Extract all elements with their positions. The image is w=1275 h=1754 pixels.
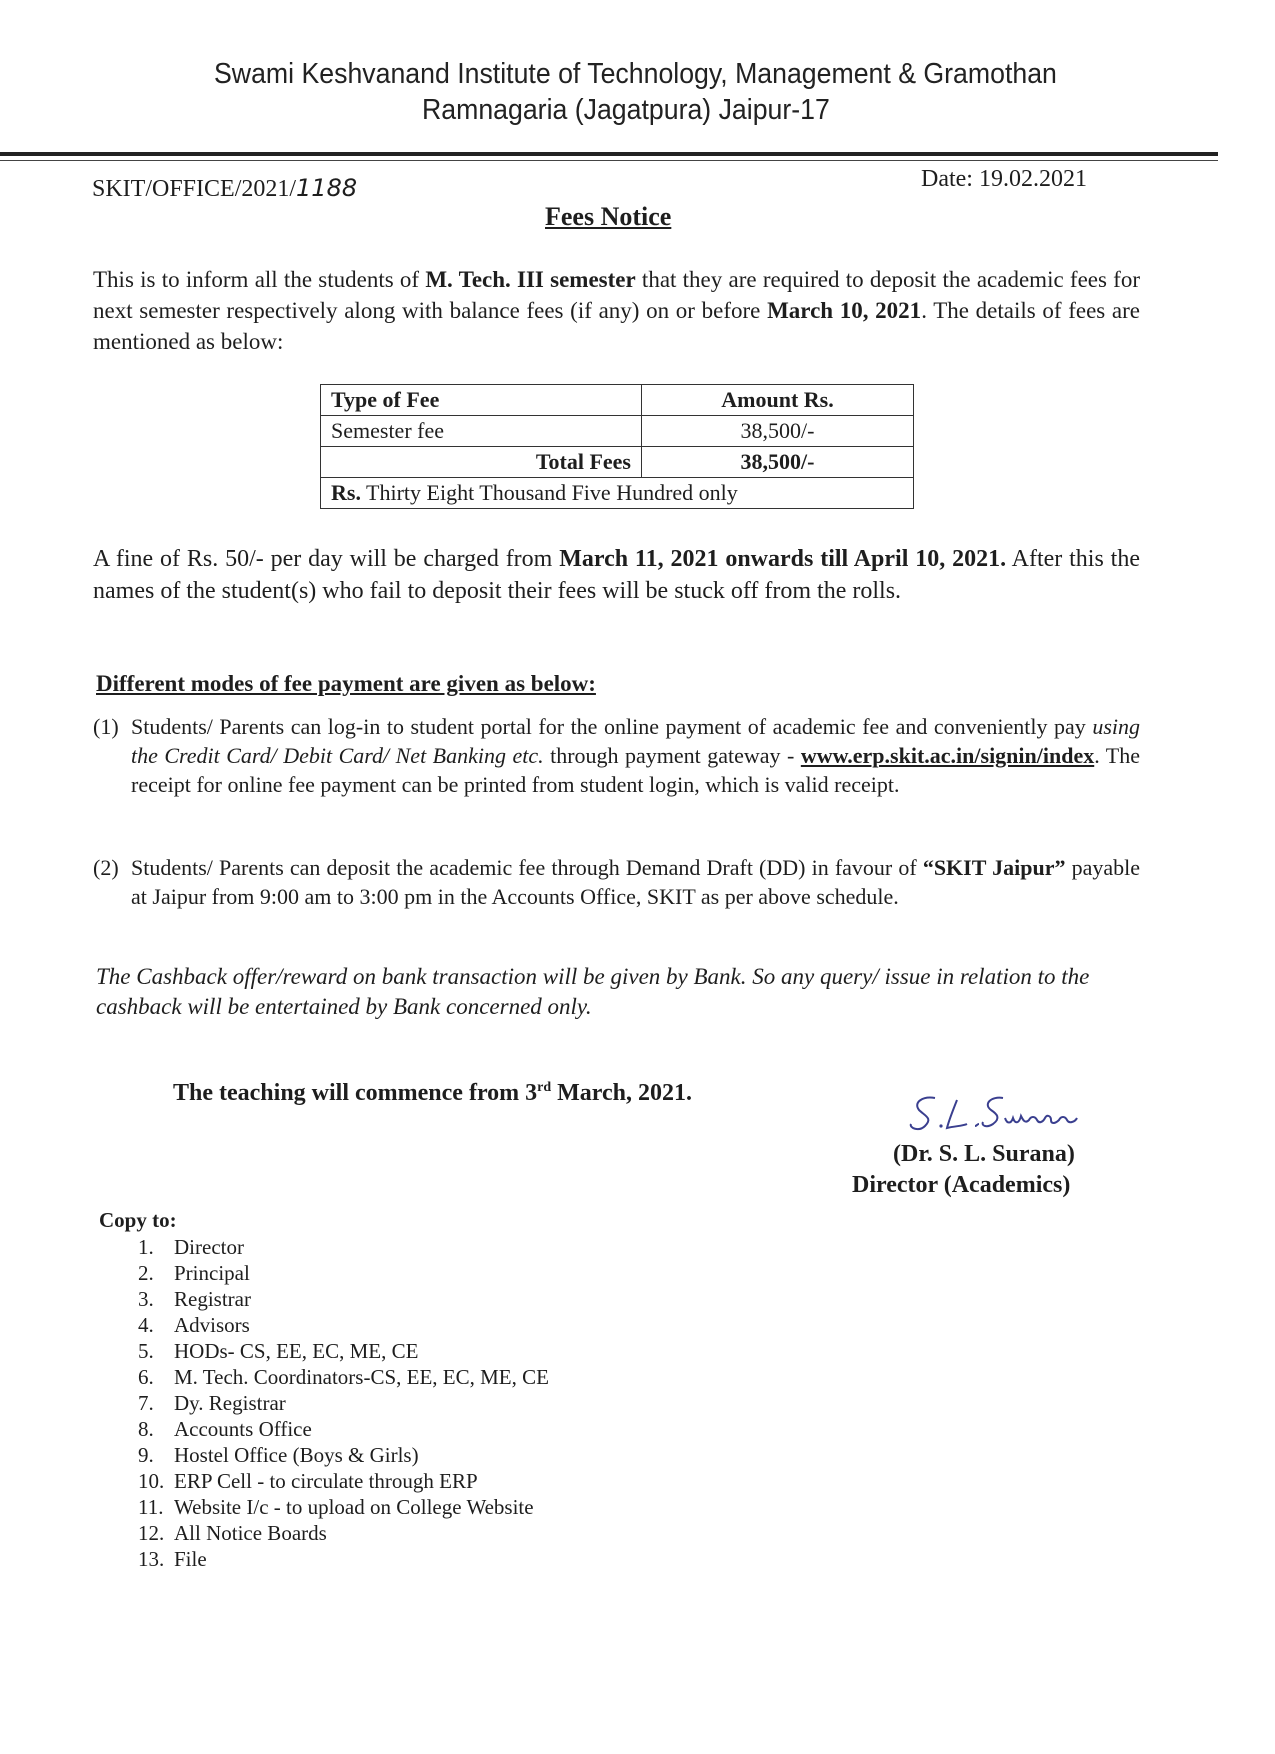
erp-portal-link[interactable]: www.erp.skit.ac.in/signin/index xyxy=(800,743,1095,768)
payment-mode-online xyxy=(93,712,1140,799)
copy-to-item-text: Website I/c - to upload on College Website xyxy=(174,1495,534,1519)
copy-to-item xyxy=(138,1520,549,1546)
copy-to-item-number: 9. xyxy=(138,1443,154,1467)
copy-to-item-number: 4. xyxy=(138,1313,154,1337)
teaching-commencement: The teaching will commence from 3rd March, 2021. xyxy=(173,1080,693,1106)
fine-text-2: After this the names of the student(s) who fail to deposit their fees will be stuck off from the rolls. xyxy=(93,546,1140,604)
copy-to-item-text: Principal xyxy=(174,1261,250,1285)
fee-header-type: Type of Fee xyxy=(321,385,642,416)
mode-text: Students/ Parents can deposit the academic fee through Demand Draft (DD) in favour of “SKIT Jaipur” payable at Jaipur from 9:00 am to 3:00 pm in the Accounts Office, SKIT as per above schedule. xyxy=(131,855,1140,909)
copy-to-item xyxy=(138,1390,549,1416)
header-rule-thick xyxy=(0,152,1218,156)
intro-text-1: This is to inform all the students of xyxy=(93,267,426,292)
copy-to-item-text: Dy. Registrar xyxy=(174,1391,286,1415)
copy-to-list xyxy=(138,1234,549,1572)
copy-to-heading: Copy to: xyxy=(99,1208,177,1232)
payment-modes-heading: Different modes of fee payment are given as below: xyxy=(96,671,596,696)
reference-number xyxy=(92,174,357,203)
signatory-name: (Dr. S. L. Surana) xyxy=(893,1141,1075,1167)
reference-handwritten-number: 1188 xyxy=(296,174,358,202)
institute-name: Swami Keshvanand Institute of Technology, Management & Gramothan xyxy=(214,58,1057,90)
fine-text-1: A fine of Rs. 50/- per day will be charged from xyxy=(93,546,560,572)
copy-to-item-text: Registrar xyxy=(174,1287,251,1311)
copy-to-item-text: ERP Cell - to circulate through ERP xyxy=(174,1469,478,1493)
copy-to-item-text: Advisors xyxy=(174,1313,250,1337)
copy-to-item-number: 8. xyxy=(138,1417,154,1441)
fee-total-amount: 38,500/- xyxy=(642,447,914,478)
notice-title: Fees Notice xyxy=(545,202,672,231)
copy-to-item-number: 10. xyxy=(138,1469,165,1493)
copy-to-item xyxy=(138,1234,549,1260)
fee-table-row xyxy=(321,416,914,447)
fee-total-row xyxy=(321,447,914,478)
copy-to-item xyxy=(138,1494,549,1520)
mode-number: (2) xyxy=(93,855,119,880)
fine-paragraph xyxy=(93,543,1140,607)
copy-to-item xyxy=(138,1286,549,1312)
intro-text-3: . The details of fees are mentioned as below: xyxy=(93,298,1140,354)
copy-to-item-number: 7. xyxy=(138,1391,154,1415)
copy-to-item-number: 13. xyxy=(138,1547,165,1571)
fee-amount-in-words: Rs. Thirty Eight Thousand Five Hundred only xyxy=(321,478,914,509)
fee-header-amount: Amount Rs. xyxy=(642,385,914,416)
intro-text-2: that they are required to deposit the academic fees for next semester respectively along with balance fees (if any) on or before xyxy=(93,267,1141,323)
copy-to-item-text: Hostel Office (Boys & Girls) xyxy=(174,1443,419,1467)
copy-to-item xyxy=(138,1416,549,1442)
mode-number: (1) xyxy=(93,714,119,739)
payment-mode-demand-draft xyxy=(93,853,1140,911)
notice-date: Date: 19.02.2021 xyxy=(921,166,1087,192)
fee-table xyxy=(320,384,914,509)
copy-to-item-text: M. Tech. Coordinators-CS, EE, EC, ME, CE xyxy=(174,1365,549,1389)
copy-to-item-number: 5. xyxy=(138,1339,154,1363)
signatory-title: Director (Academics) xyxy=(852,1172,1071,1198)
copy-to-item-number: 12. xyxy=(138,1521,165,1545)
intro-program: M. Tech. III semester xyxy=(425,267,636,292)
copy-to-item-number: 2. xyxy=(138,1261,154,1285)
copy-to-item-text: Accounts Office xyxy=(174,1417,312,1441)
copy-to-item xyxy=(138,1468,549,1494)
copy-to-item xyxy=(138,1546,549,1572)
intro-paragraph xyxy=(93,264,1140,357)
copy-to-item xyxy=(138,1338,549,1364)
cashback-note: The Cashback offer/reward on bank transaction will be given by Bank. So any query/ issue in relation to the cashback will be entertained by Bank concerned only. xyxy=(96,964,1090,1019)
director-signature xyxy=(905,1090,1105,1135)
copy-to-item xyxy=(138,1442,549,1468)
fee-words-row xyxy=(321,478,914,509)
copy-to-item-text: All Notice Boards xyxy=(174,1521,327,1545)
copy-to-item-number: 11. xyxy=(138,1495,164,1519)
fine-period: March 11, 2021 onwards till April 10, 2021. xyxy=(559,546,1007,572)
fee-table-header-row xyxy=(321,385,914,416)
institute-address: Ramnagaria (Jagatpura) Jaipur-17 xyxy=(422,94,830,126)
fee-amount-cell: 38,500/- xyxy=(642,416,914,447)
copy-to-item-number: 3. xyxy=(138,1287,154,1311)
intro-deadline: March 10, 2021 xyxy=(767,298,922,323)
header-rule-thin xyxy=(0,160,1218,161)
fee-type-cell: Semester fee xyxy=(321,416,642,447)
copy-to-item-text: File xyxy=(174,1547,207,1571)
copy-to-item xyxy=(138,1260,549,1286)
fee-total-label: Total Fees xyxy=(321,447,642,478)
reference-prefix: SKIT/OFFICE/2021/ xyxy=(92,176,297,202)
copy-to-item-text: HODs- CS, EE, EC, ME, CE xyxy=(174,1339,419,1363)
copy-to-item xyxy=(138,1364,549,1390)
copy-to-item-number: 6. xyxy=(138,1365,154,1389)
copy-to-item xyxy=(138,1312,549,1338)
copy-to-item-text: Director xyxy=(174,1235,244,1259)
mode-text: Students/ Parents can log-in to student portal for the online payment of academic fee and conveniently pay using the Credit Card/ Debit Card/ Net Banking etc. through payment gateway - www.erp.skit.ac.in/signin/index. The receipt for online fee payment can be printed from student login, which is valid receipt. xyxy=(131,714,1141,797)
copy-to-item-number: 1. xyxy=(138,1235,154,1259)
